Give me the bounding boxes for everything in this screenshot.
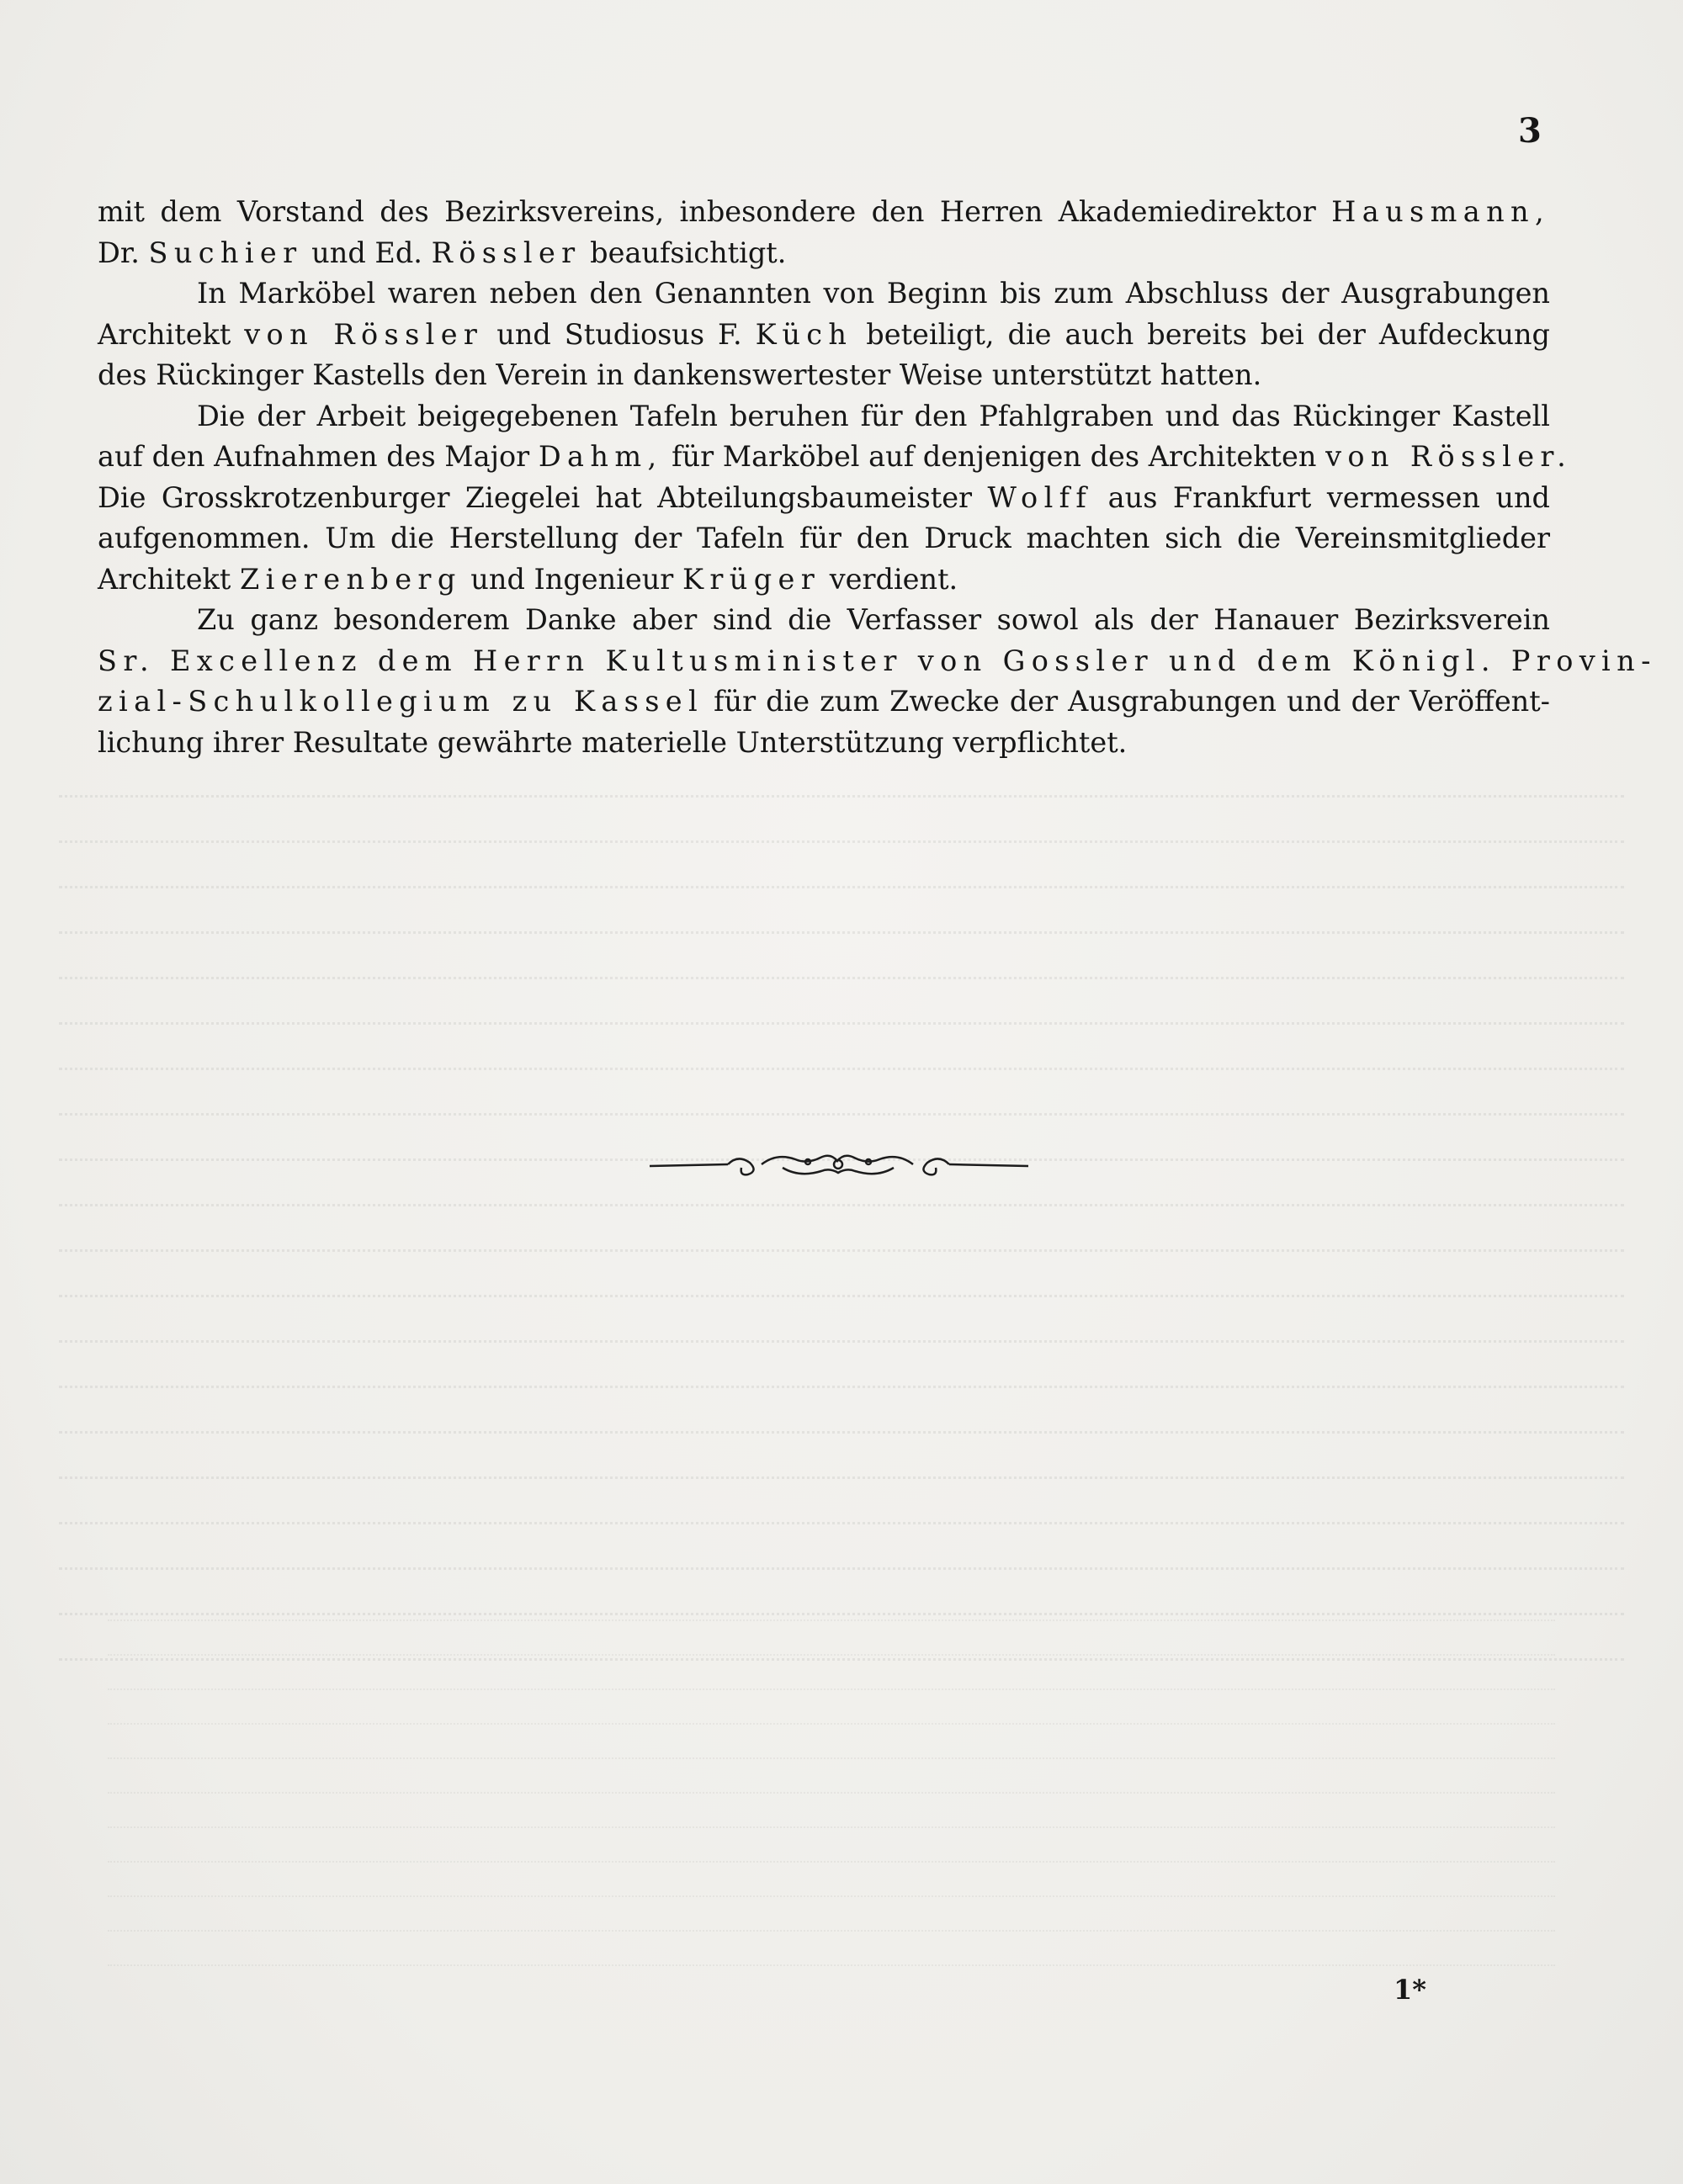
text-segment: des Rückinger Kastells den Verein in dankenswertester Weise unterstützt hatten. bbox=[98, 358, 1262, 391]
text-segment: Dr. bbox=[98, 236, 149, 269]
text-segment: beaufsichtigt. bbox=[581, 236, 787, 269]
spaced-name: Hausmann, bbox=[1331, 195, 1550, 228]
spaced-name: Küch bbox=[755, 317, 853, 351]
text-line bbox=[98, 559, 1550, 601]
text-segment: verdient. bbox=[820, 562, 958, 596]
spaced-name: Krüger bbox=[682, 562, 821, 596]
text-segment: Die Grosskrotzenburger Ziegelei hat Abteilungsbaumeister bbox=[98, 480, 988, 514]
text-segment: auf den Aufnahmen des Major bbox=[98, 440, 539, 473]
spaced-name: zial-Schulkollegium zu Kassel bbox=[98, 685, 704, 718]
text-line bbox=[98, 273, 1550, 315]
text-segment: Architekt bbox=[98, 317, 245, 351]
text-line bbox=[98, 396, 1550, 437]
text-segment: und Ed. bbox=[302, 236, 432, 269]
page-number: 3 bbox=[1518, 111, 1542, 151]
text-segment: lichung ihrer Resultate gewährte materielle Unterstützung verpflichtet. bbox=[98, 725, 1128, 759]
text-segment: aus Frankfurt vermessen und bbox=[1092, 480, 1550, 514]
text-line bbox=[98, 192, 1550, 233]
text-segment: für Marköbel auf denjenigen des Architekten bbox=[662, 440, 1326, 473]
text-segment: Die der Arbeit beigegebenen Tafeln beruhen für den Pfahlgraben und das Rückinger Kastell bbox=[197, 399, 1550, 432]
text-segment: für die zum Zwecke der Ausgrabungen und der Veröffent- bbox=[703, 685, 1550, 718]
spaced-name: von Rössler bbox=[244, 317, 484, 351]
text-segment: mit dem Vorstand des Bezirksvereins, inbesondere den Herren Akademiedirektor bbox=[98, 195, 1332, 228]
spaced-name: Suchier bbox=[148, 236, 303, 269]
text-line bbox=[98, 681, 1550, 723]
text-segment: und Studiosus F. bbox=[483, 317, 756, 351]
text-line bbox=[98, 315, 1550, 356]
text-segment: und Ingenieur bbox=[461, 562, 682, 596]
text-line bbox=[98, 600, 1550, 641]
spaced-name: Rössler bbox=[431, 236, 581, 269]
text-line bbox=[98, 723, 1550, 764]
text-line bbox=[98, 518, 1550, 559]
text-segment: Architekt bbox=[98, 562, 240, 596]
text-line bbox=[98, 641, 1657, 682]
spaced-name: Zierenberg bbox=[239, 562, 462, 596]
text-segment: aufgenommen. Um die Herstellung der Tafeln für den Druck machten sich die Vereinsmitglieder bbox=[98, 522, 1550, 554]
text-line bbox=[98, 437, 1573, 478]
spaced-name: Dahm, bbox=[538, 440, 663, 473]
signature-mark: 1* bbox=[1394, 1974, 1426, 2006]
spaced-name: von Rössler. bbox=[1325, 440, 1573, 473]
body-text bbox=[98, 192, 1657, 763]
spaced-name: Sr. Excellenz dem Herrn Kultusminister von Gossler und dem Königl. Provin- bbox=[98, 644, 1657, 677]
text-line bbox=[98, 355, 1550, 396]
bleed-through-footnotes bbox=[108, 1594, 1555, 1964]
text-segment: Zu ganz besonderem Danke aber sind die Verfasser sowol als der Hanauer Bezirksverein bbox=[197, 603, 1550, 636]
text-segment: beteiligt, die auch bereits bei der Aufdeckung bbox=[852, 317, 1550, 351]
text-line bbox=[98, 478, 1550, 519]
text-segment: In Marköbel waren neben den Genannten von Beginn bis zum Abschluss der Ausgrabungen bbox=[197, 277, 1550, 310]
text-line bbox=[98, 233, 1550, 274]
spaced-name: Wolff bbox=[987, 480, 1093, 514]
